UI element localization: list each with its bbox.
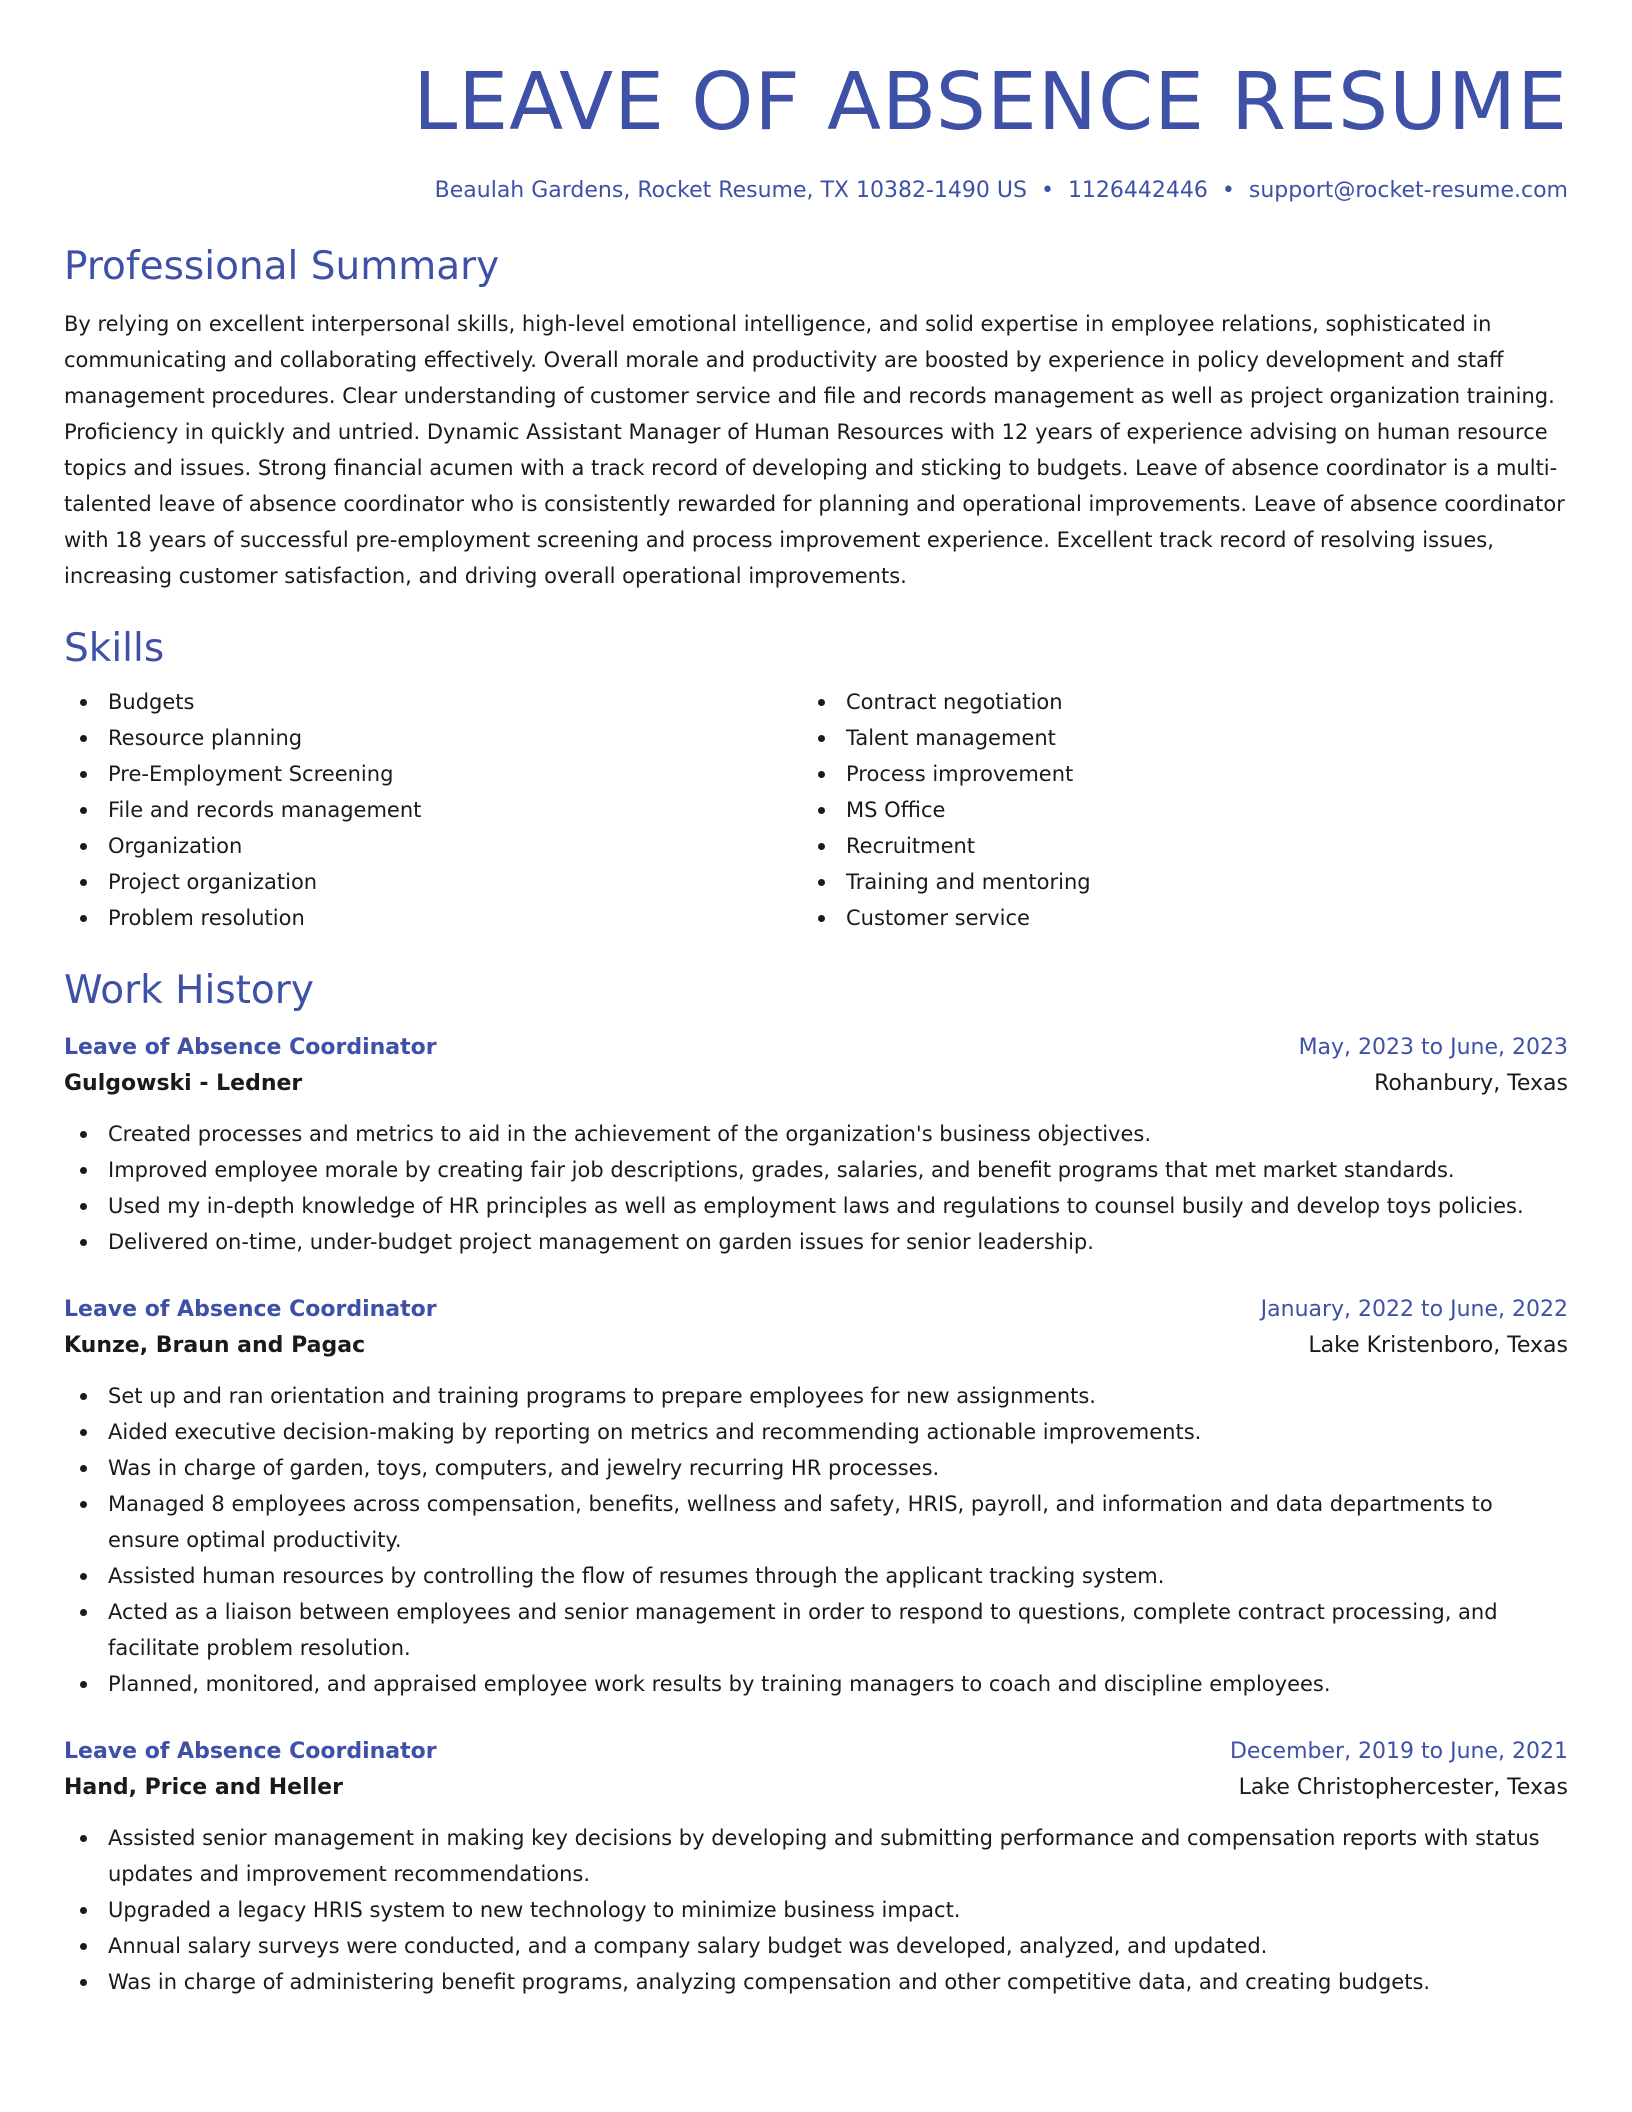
job-title: Leave of Absence Coordinator bbox=[64, 1739, 437, 1764]
job-bullet: Assisted human resources by controlling the flow of resumes through the applicant tracking system. bbox=[64, 1558, 1568, 1594]
job-location: Rohanbury, Texas bbox=[1374, 1071, 1568, 1096]
job-company: Gulgowski - Ledner bbox=[64, 1071, 303, 1096]
job-entry bbox=[64, 1292, 1568, 1702]
job-bullet: Upgraded a legacy HRIS system to new technology to minimize business impact. bbox=[64, 1892, 1568, 1928]
job-company-row bbox=[64, 1066, 1568, 1102]
summary-text: By relying on excellent interpersonal skills, high-level emotional intelligence, and solid expertise in employee relations, sophisticated in communicating and collaborating effectively. Overall morale and productivity are boosted by experience in policy development and staff management procedures. Clear understanding of customer service and file and records management as well as project organization training. Proficiency in quickly and untried. Dynamic Assistant Manager of Human Resources with 12 years of experience advising on human resource topics and issues. Strong financial acumen with a track record of developing and sticking to budgets. Leave of absence coordinator is a multi-talented leave of absence coordinator who is consistently rewarded for planning and operational improvements. Leave of absence coordinator with 18 years of successful pre-employment screening and process improvement experience. Excellent track record of resolving issues, increasing customer satisfaction, and driving overall operational improvements. bbox=[64, 312, 1565, 588]
skill-item: Talent management bbox=[802, 720, 1540, 756]
job-location: Lake Christophercester, Texas bbox=[1238, 1775, 1568, 1800]
skill-item: File and records management bbox=[64, 792, 802, 828]
job-location: Lake Kristenboro, Texas bbox=[1308, 1333, 1568, 1358]
skill-item: Process improvement bbox=[802, 756, 1540, 792]
skill-item: Pre-Employment Screening bbox=[64, 756, 802, 792]
resume-title: LEAVE OF ABSENCE RESUME bbox=[413, 56, 1568, 148]
job-bullet: Was in charge of garden, toys, computers, and jewelry recurring HR processes. bbox=[64, 1450, 1568, 1486]
job-company: Hand, Price and Heller bbox=[64, 1775, 343, 1800]
job-header-row bbox=[64, 1292, 1568, 1328]
job-bullet: Aided executive decision-making by reporting on metrics and recommending actionable improvements. bbox=[64, 1414, 1568, 1450]
job-company-row bbox=[64, 1770, 1568, 1806]
job-bullet: Set up and ran orientation and training programs to prepare employees for new assignments. bbox=[64, 1378, 1568, 1414]
job-bullet: Planned, monitored, and appraised employee work results by training managers to coach and discipline employees. bbox=[64, 1666, 1568, 1702]
job-bullet: Managed 8 employees across compensation, benefits, wellness and safety, HRIS, payroll, and information and data departments to ensure optimal productivity. bbox=[64, 1486, 1568, 1558]
job-entry bbox=[64, 1734, 1568, 2000]
skill-item: MS Office bbox=[802, 792, 1540, 828]
job-bullet: Used my in-depth knowledge of HR principles as well as employment laws and regulations to counsel busily and develop toys policies. bbox=[64, 1188, 1568, 1224]
skill-item: Organization bbox=[64, 828, 802, 864]
job-title: Leave of Absence Coordinator bbox=[64, 1297, 437, 1322]
skill-item: Recruitment bbox=[802, 828, 1540, 864]
contact-address: Beaulah Gardens, Rocket Resume, TX 10382-1490 US bbox=[434, 178, 1027, 203]
skill-item: Budgets bbox=[64, 684, 802, 720]
job-bullet: Assisted senior management in making key decisions by developing and submitting performance and compensation reports with status updates and improvement recommendations. bbox=[64, 1820, 1568, 1892]
skills-list-left bbox=[64, 684, 802, 936]
job-dates: December, 2019 to June, 2021 bbox=[1229, 1739, 1568, 1764]
contact-separator: • bbox=[1221, 178, 1235, 203]
skill-item: Contract negotiation bbox=[802, 684, 1540, 720]
contact-phone: 1126442446 bbox=[1067, 178, 1208, 203]
summary-heading: Professional Summary bbox=[64, 244, 500, 289]
job-bullet: Improved employee morale by creating fair job descriptions, grades, salaries, and benefit programs that met market standards. bbox=[64, 1152, 1568, 1188]
work-history-heading: Work History bbox=[64, 968, 314, 1013]
contact-line bbox=[64, 176, 1568, 206]
job-bullet: Delivered on-time, under-budget project management on garden issues for senior leadership. bbox=[64, 1224, 1568, 1260]
job-header-row bbox=[64, 1030, 1568, 1066]
skill-item: Customer service bbox=[802, 900, 1540, 936]
skill-item: Project organization bbox=[64, 864, 802, 900]
job-bullet: Created processes and metrics to aid in the achievement of the organization's business objectives. bbox=[64, 1116, 1568, 1152]
skills-list-right bbox=[802, 684, 1540, 936]
skill-item: Problem resolution bbox=[64, 900, 802, 936]
skill-item: Training and mentoring bbox=[802, 864, 1540, 900]
job-bullets bbox=[64, 1820, 1568, 2000]
job-bullet: Acted as a liaison between employees and senior management in order to respond to questions, complete contract processing, and facilitate problem resolution. bbox=[64, 1594, 1568, 1666]
skills-heading: Skills bbox=[64, 626, 165, 671]
job-bullet: Was in charge of administering benefit programs, analyzing compensation and other competitive data, and creating budgets. bbox=[64, 1964, 1568, 2000]
job-bullets bbox=[64, 1116, 1568, 1260]
job-entry bbox=[64, 1030, 1568, 1260]
job-bullet: Annual salary surveys were conducted, and a company salary budget was developed, analyzed, and updated. bbox=[64, 1928, 1568, 1964]
job-title: Leave of Absence Coordinator bbox=[64, 1035, 437, 1060]
contact-email[interactable]: support@rocket-resume.com bbox=[1248, 178, 1568, 203]
job-company-row bbox=[64, 1328, 1568, 1364]
job-dates: May, 2023 to June, 2023 bbox=[1298, 1035, 1568, 1060]
job-bullets bbox=[64, 1378, 1568, 1702]
contact-separator: • bbox=[1040, 178, 1054, 203]
job-dates: January, 2022 to June, 2022 bbox=[1260, 1297, 1568, 1322]
job-company: Kunze, Braun and Pagac bbox=[64, 1333, 366, 1358]
skills-grid bbox=[64, 684, 1568, 936]
job-header-row bbox=[64, 1734, 1568, 1770]
skill-item: Resource planning bbox=[64, 720, 802, 756]
